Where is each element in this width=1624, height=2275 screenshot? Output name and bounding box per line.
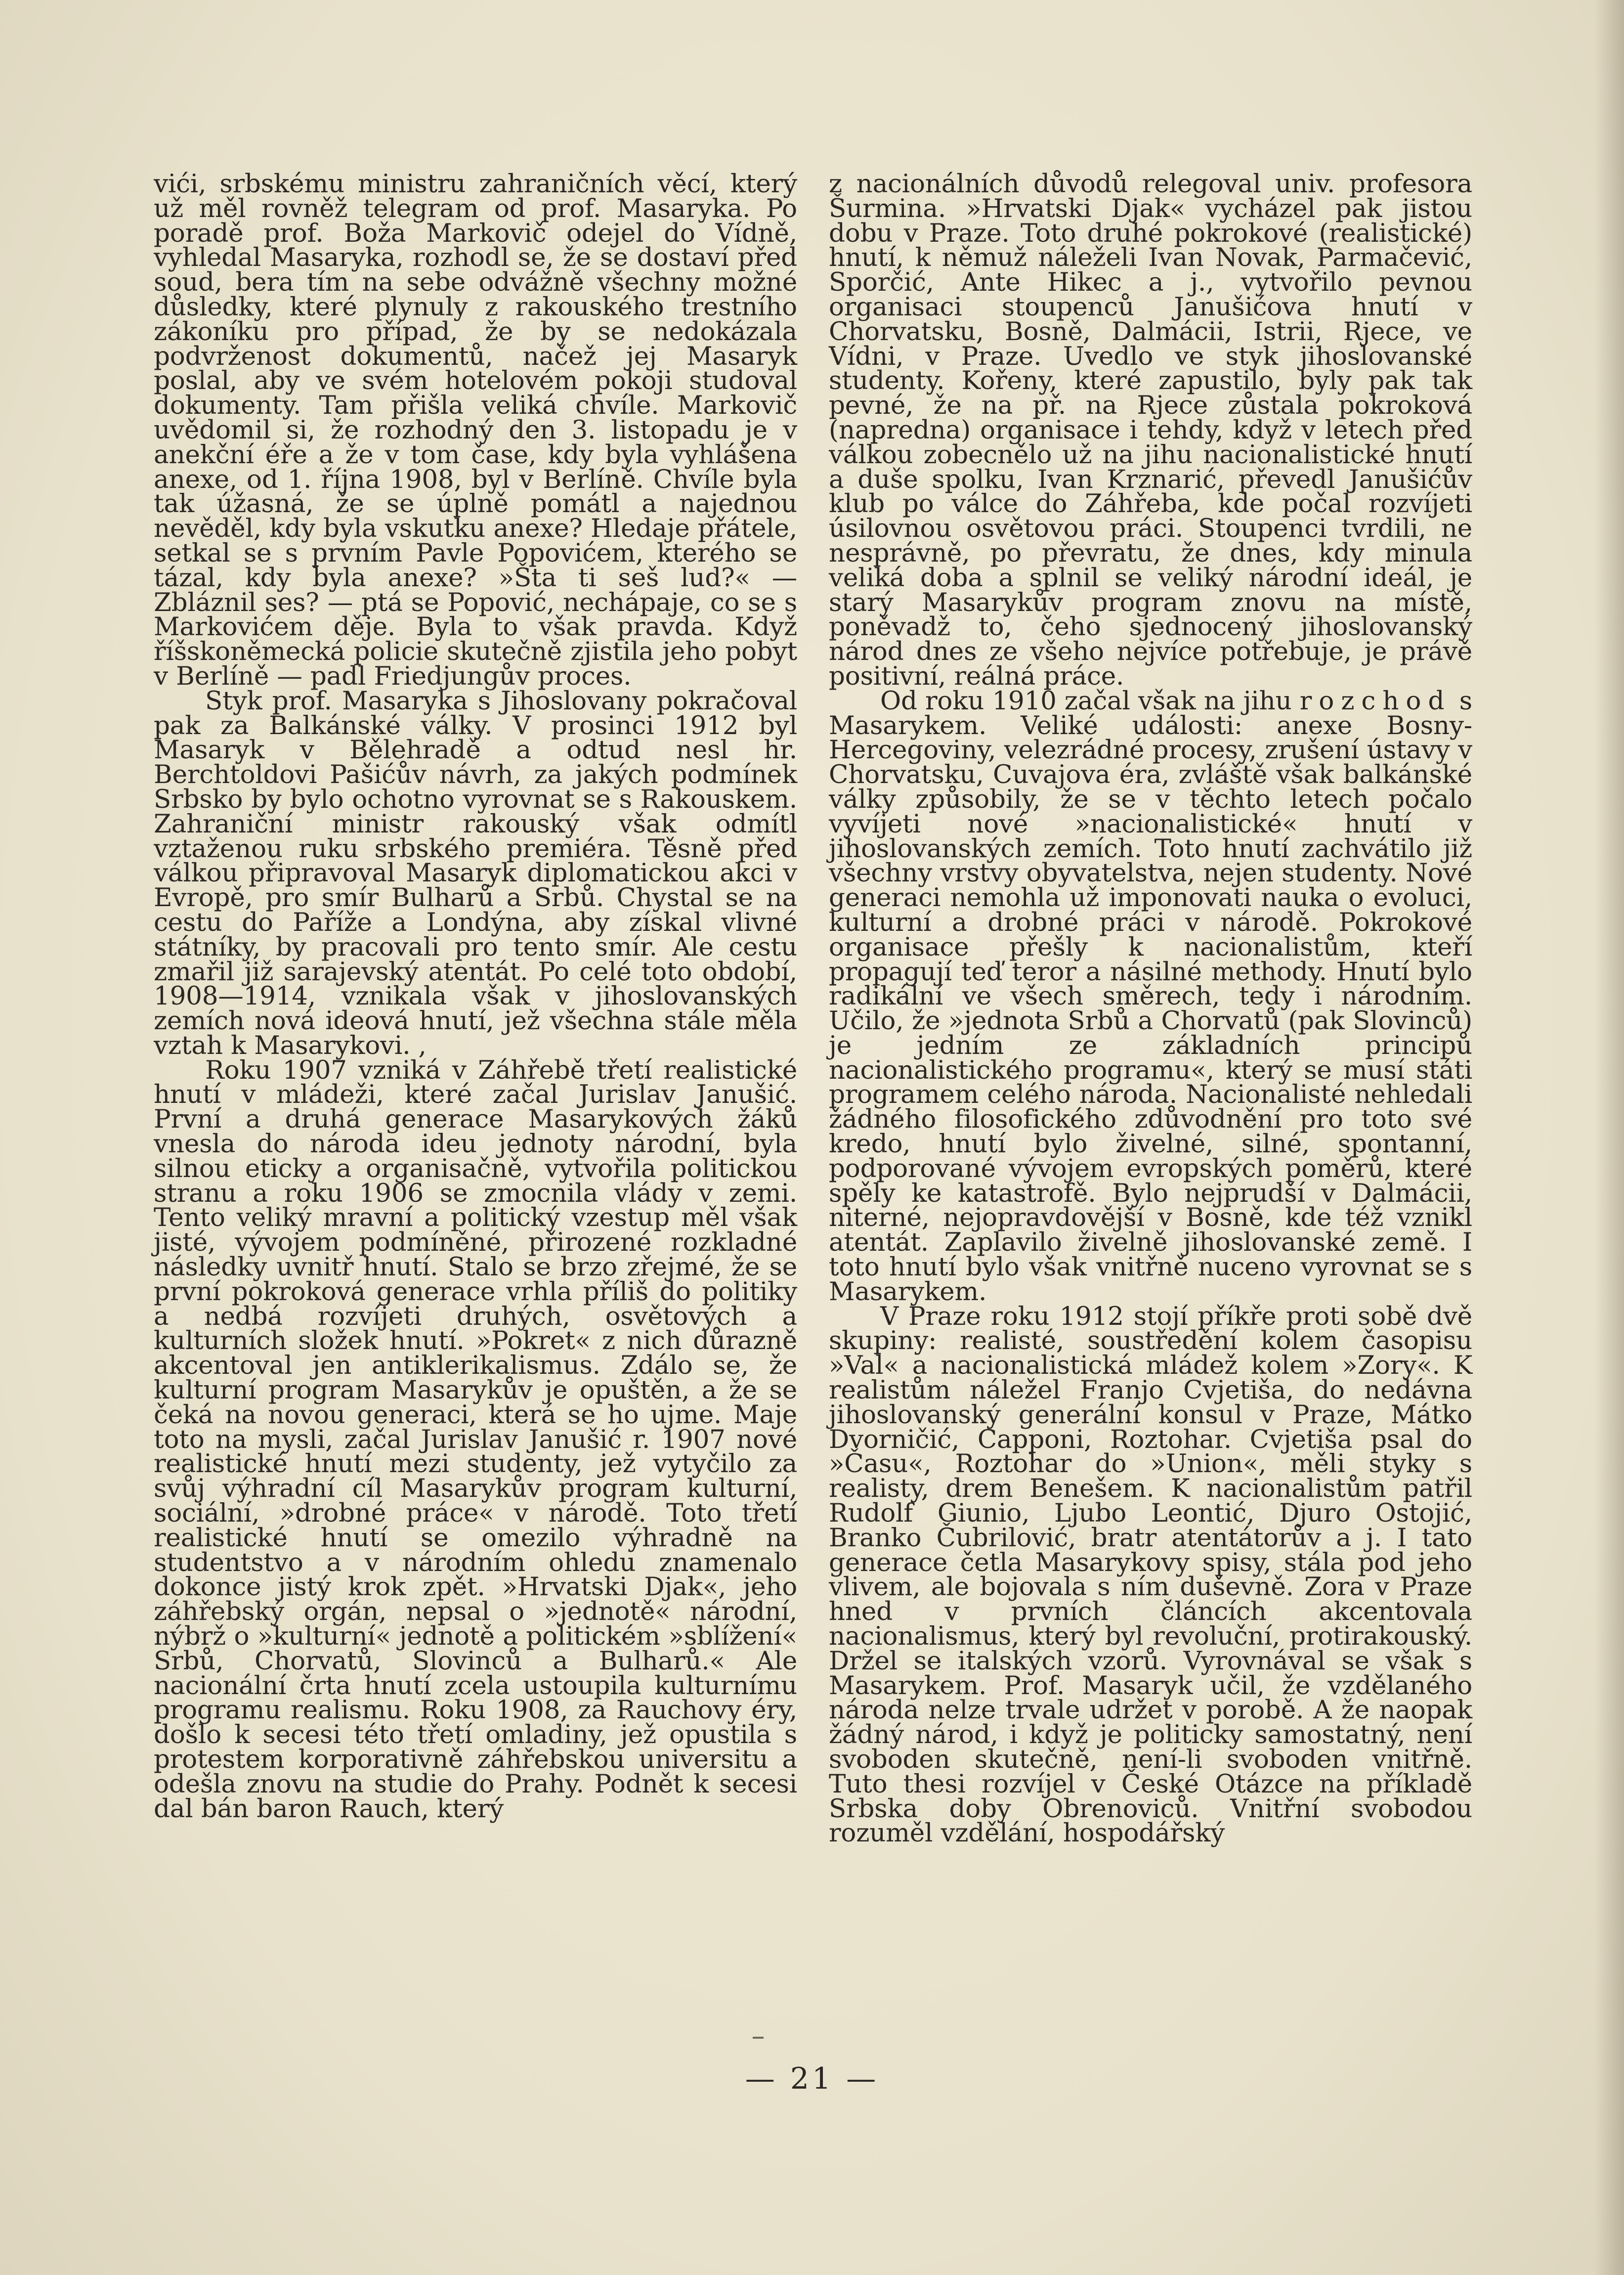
paragraph-lead: Od roku 1910 začal však na jihu (880, 686, 1300, 716)
paragraph: Styk prof. Masaryka s Jihoslovany pokračoval pak za Balkánské války. V prosinci 1912 byl Masaryk v Bělehradě a odtud nesl hr. Berchtoldovi Pašićův návrh, za jakých podmínek Srbsko by bylo ochotno vyrovnat se s Rakouskem. Zahraniční ministr rakouský však odmítl vztaženou ruku srbského premiéra. Těsně před válkou připravoval Masaryk diplomatickou akci v Evropě, pro smír Bulharů a Srbů. Chystal se na cestu do Paříže a Londýna, aby získal vlivné státníky, by pracovali pro tento smír. Ale cestu zmařil již sarajevský atentát. Po celé toto období, 1908—1914, vznikala však v jihoslovanských zemích nová ideová hnutí, jež všechna stále měla vztah k Masarykovi. , (154, 686, 797, 1060)
paragraph: vići, srbskému ministru zahraničních věcí, který už měl rovněž telegram od prof. Masaryka. Po poradě prof. Boža Markovič odejel do Vídně, vyhledal Masaryka, rozhodl se, že se dostaví před soud, bera tím na sebe odvážně všechny možné důsledky, které plynuly z rakouského trestního zákoníku pro případ, že by se nedokázala podvrženost dokumentů, načež jej Masaryk poslal, aby ve svém hotelovém pokoji studoval dokumenty. Tam přišla veliká chvíle. Markovič uvědomil si, že rozhodný den 3. listopadu je v anekční éře a že v tom čase, kdy byla vyhlášena anexe, od 1. října 1908, byl v Berlíně. Chvíle byla tak úžasná, že se úplně pomátl a najednou nevěděl, kdy byla vskutku anexe? Hledaje přátele, setkal se s prvním Pavle Popovićem, kterého se tázal, kdy byla anexe? »Šta ti seš lud?« — Zbláznil ses? — ptá se Popović, nechápaje, co se s Markovićem děje. Byla to však pravda. Když říšskoněmecká policie skutečně zjistila jeho pobyt v Berlíně — padl Friedjungův proces. (154, 169, 797, 691)
paragraph: Roku 1907 vzniká v Záhřebě třetí realistické hnutí v mládeži, které začal Jurislav Janušić. První a druhá generace Masarykových žáků vnesla do národa ideu jednoty národní, byla silnou eticky a organisačně, vytvořila politickou stranu a roku 1906 se zmocnila vlády v zemi. Tento veliký mravní a politický vzestup měl však jisté, vývojem podmíněné, přirozené rozkladné následky uvnitř hnutí. Stalo se brzo zřejmé, že se první pokroková generace vrhla příliš do politiky a nedbá rozvíjeti druhých, osvětových a kulturních složek hnutí. »Pokret« z nich důrazně akcentoval jen antiklerikalismus. Zdálo se, že kulturní program Masarykův je opuštěn, a že se čeká na novou generaci, která se ho ujme. Maje toto na mysli, začal Jurislav Janušić r. 1907 nové realistické hnutí mezi studenty, jež vytyčilo za svůj výhradní cíl Masarykův program kulturní, sociální, »drobné práce« v národě. Toto třetí realistické hnutí se omezilo výhradně na studentstvo a v národním ohledu znamenalo dokonce jistý krok zpět. »Hrvatski Djak«, jeho záhřebský orgán, nepsal o »jednotě« národní, nýbrž o »kulturní« jednotě a politickém »sblížení« Srbů, Chorvatů, Slovinců a Bulharů.« Ale nacionální črta hnutí zcela ustoupila kulturnímu programu realismu. Roku 1908, za Rauchovy éry, došlo k secesi této třetí omladiny, jež opustila s protestem korporativně záhřebskou universitu a odešla znovu na studie do Prahy. Podnět k secesi dal bán baron Rauch, který (154, 1055, 797, 1824)
paragraph: V Praze roku 1912 stojí příkře proti sobě dvě skupiny: realisté, soustředění kolem časopisu »Val« a nacionalistická mládež kolem »Zory«. K realistům náležel Franjo Cvjetiša, do nedávna jihoslovanský generální konsul v Praze, Mátko Dvorničić, Capponi, Roztohar. Cvjetiša psal do »Času«, Roztohar do »Union«, měli styky s realisty, drem Benešem. K nacionalistům patřil Rudolf Giunio, Ljubo Leontić, Djuro Ostojić, Branko Čubrilović, bratr atentátorův a j. I tato generace četla Masarykovy spisy, stála pod jeho vlivem, ale bojovala s ním duševně. Zora v Praze hned v prvních článcích akcentovala nacionalismus, který byl revoluční, protirakouský. Držel se italských vzorů. Vyrovnával se však s Masarykem. Prof. Masaryk učil, že vzdělaného národa nelze trvale udržet v porobě. A že naopak žádný národ, i když je politicky samostatný, není svoboden skutečně, není-li svoboden vnitřně. Tuto thesi rozvíjel v České Otázce na příkladě Srbska doby Obrenoviců. Vnitřní svobodou rozuměl vzdělání, hospodářský (829, 1301, 1472, 1848)
left-text-column (154, 169, 797, 1824)
paragraph-rest: s Masarykem. Veliké události: anexe Bosny-Hercegoviny, velezrádné procesy, zrušení ústavy v Chorvatsku, Cuvajova éra, zvláště však balkánské války způsobily, že se v těchto letech počalo vyvíjeti nové »nacionalistické« hnutí v jihoslovanských zemích. Toto hnutí zachvátilo již všechny vrstvy obyvatelstva, nejen studenty. Nové generaci nemohla už imponovati nauka o evoluci, kulturní a drobné práci v národě. Pokrokové organisace přešly k nacionalistům, kteří propagují teď teror a násilné methody. Hnutí bylo radikální ve všech směrech, tedy i národním. Učilo, že »jednota Srbů a Chorvatů (pak Slovinců) je jedním ze základních principů nacionalistického programu«, který se musí státi programem celého národa. Nacionalisté nehledali žádného filosofického zdůvodnění pro toto své kredo, hnutí bylo živelné, silné, spontanní, podporované vývojem evropských poměrů, které spěly ke katastrofě. Bylo nejprudší v Dalmácii, niterné, nejopravdovější v Bosně, kde též vznikl atentát. Zaplavilo živelně jihoslovanské země. I toto hnutí bylo však vnitřně nuceno vyrovnat se s Masarykem. (829, 686, 1472, 1307)
right-text-column (829, 169, 1472, 1848)
page-edge-shadow (1594, 0, 1624, 2275)
paragraph: z nacionálních důvodů relegoval univ. profesora Šurmina. »Hrvatski Djak« vycházel pak jistou dobu v Praze. Toto druhé pokrokové (realistické) hnutí, k němuž náleželi Ivan Novak, Parmačević, Sporčić, Ante Hikec a j., vytvořilo pevnou organisaci stoupenců Janušićova hnutí v Chorvatsku, Bosně, Dalmácii, Istrii, Rjece, ve Vídni, v Praze. Uvedlo ve styk jihoslovanské studenty. Kořeny, které zapustilo, byly pak tak pevné, že na př. na Rjece zůstala pokroková (napredna) organisace i tehdy, když v letech před válkou zobecnělo už na jihu nacionalistické hnutí a duše spolku, Ivan Krznarić, převedl Janušićův klub po válce do Záhřeba, kde počal rozvíjeti úsilovnou osvětovou práci. Stoupenci tvrdili, ne nesprávně, po převratu, že dnes, kdy minula veliká doba a splnil se veliký národní ideál, je starý Masarykův program znovu na místě, poněvadž to, čeho sjednocený jihoslovanský národ dnes ze všeho nejvíce potřebuje, je právě positivní, reálná práce. (829, 169, 1472, 691)
paragraph (829, 686, 1472, 1307)
page-number: — 21 — (745, 2061, 879, 2096)
emphasized-word: rozchod (1299, 686, 1452, 716)
footer-mark (753, 2037, 764, 2039)
